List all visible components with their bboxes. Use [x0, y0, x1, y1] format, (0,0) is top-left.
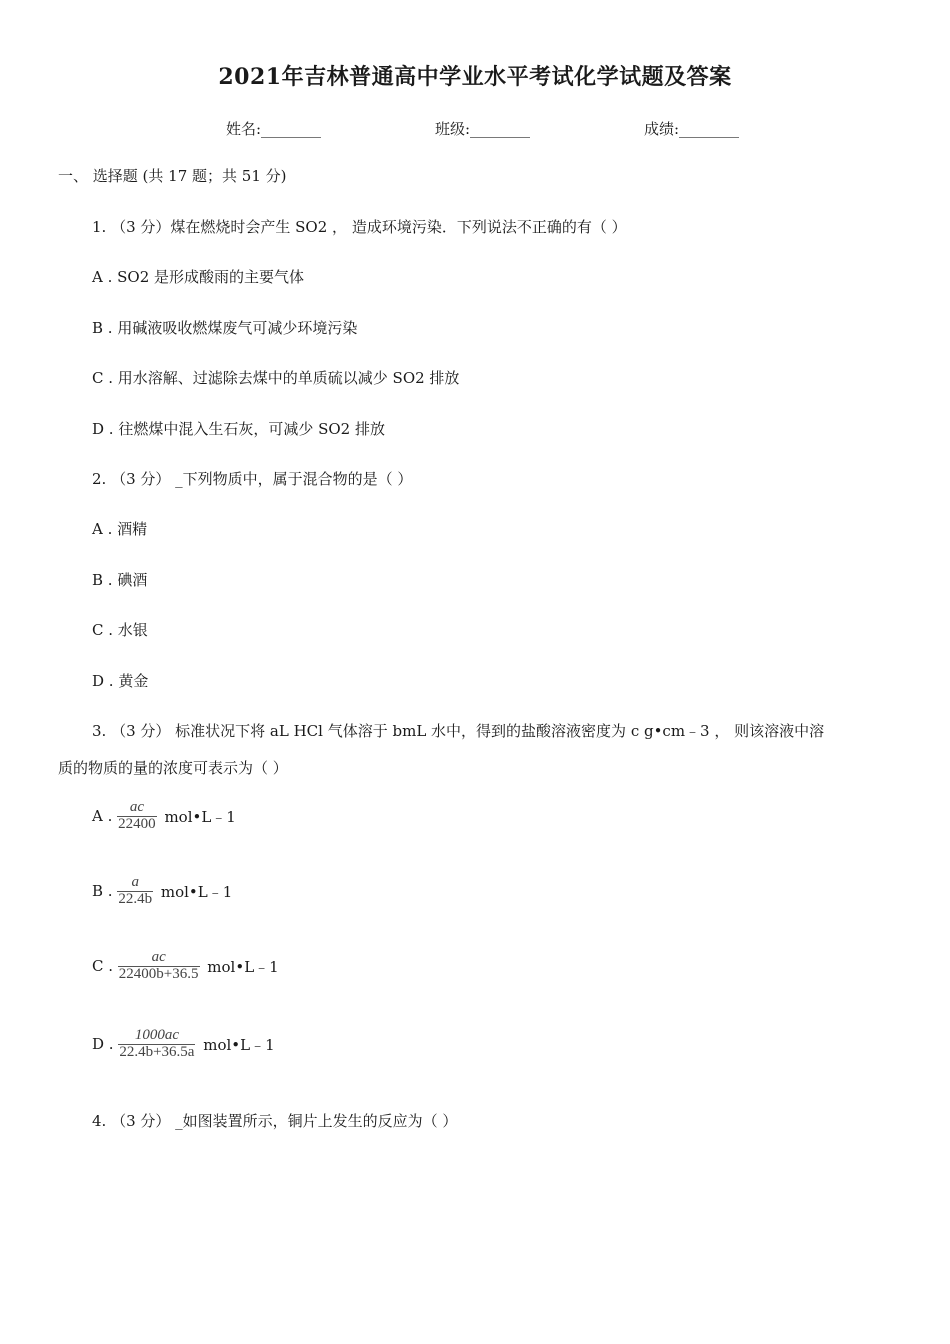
fraction — [117, 875, 153, 908]
q3-option-b — [92, 875, 232, 908]
q3-option-a — [92, 800, 236, 833]
section-heading: 一、 选择题 (共 17 题；共 51 分) — [58, 167, 287, 185]
q3-option-d — [92, 1028, 275, 1061]
question-2: 2. （3 分） _下列物质中，属于混合物的是（ ） — [92, 470, 413, 488]
unit: mol•L﹣1 — [207, 957, 279, 976]
question-3-line-2: 质的物质的量的浓度可表示为（ ） — [58, 759, 288, 777]
option-label: A . — [92, 807, 113, 826]
unit: mol•L﹣1 — [203, 1035, 275, 1054]
option-label: C . — [92, 957, 114, 976]
class-field: 班级:________ — [435, 120, 531, 138]
numerator: ac — [129, 799, 144, 815]
question-3-line-1: 3. （3 分） 标准状况下将 aL HCl 气体溶于 bmL 水中，得到的盐酸溶液密度为 c g•cm﹣3 ， 则该溶液中溶 — [92, 722, 825, 740]
q2-option-c: C . 水银 — [92, 621, 148, 639]
q2-option-b: B . 碘酒 — [92, 571, 148, 589]
question-4: 4. （3 分） _如图装置所示，铜片上发生的反应为（ ） — [92, 1112, 458, 1130]
numerator: ac — [151, 949, 166, 965]
q2-option-d: D . 黄金 — [92, 672, 149, 690]
option-label: D . — [92, 1035, 114, 1054]
denominator: 22400 — [118, 815, 156, 832]
fraction — [117, 800, 157, 833]
q1-option-d: D . 往燃煤中混入生石灰，可减少 SO2 排放 — [92, 420, 385, 438]
score-field: 成绩:________ — [644, 120, 740, 138]
numerator: 1000ac — [134, 1027, 179, 1043]
denominator: 22.4b+36.5a — [119, 1043, 195, 1060]
unit: mol•L﹣1 — [164, 807, 236, 826]
unit: mol•L﹣1 — [160, 882, 233, 901]
q1-option-a: A . SO2 是形成酸雨的主要气体 — [92, 268, 305, 286]
fraction — [118, 1028, 195, 1061]
q1-option-b: B . 用碱液吸收燃煤废气可减少环境污染 — [92, 319, 358, 337]
q3-option-c — [92, 950, 279, 983]
fraction — [118, 950, 200, 983]
denominator: 22.4b — [118, 890, 153, 907]
question-1: 1. （3 分）煤在燃烧时会产生 SO2 ， 造成环境污染．下列说法不正确的有（ ） — [92, 218, 627, 236]
q2-option-a: A . 酒精 — [92, 520, 148, 538]
q1-option-c: C . 用水溶解、过滤除去煤中的单质硫以减少 SO2 排放 — [92, 369, 460, 387]
option-label: B . — [92, 882, 113, 901]
page-title: 2021年吉林普通高中学业水平考试化学试题及答案 — [218, 64, 732, 90]
name-field: 姓名:________ — [226, 120, 322, 138]
denominator: 22400b+36.5 — [118, 965, 199, 982]
numerator: a — [131, 874, 139, 890]
